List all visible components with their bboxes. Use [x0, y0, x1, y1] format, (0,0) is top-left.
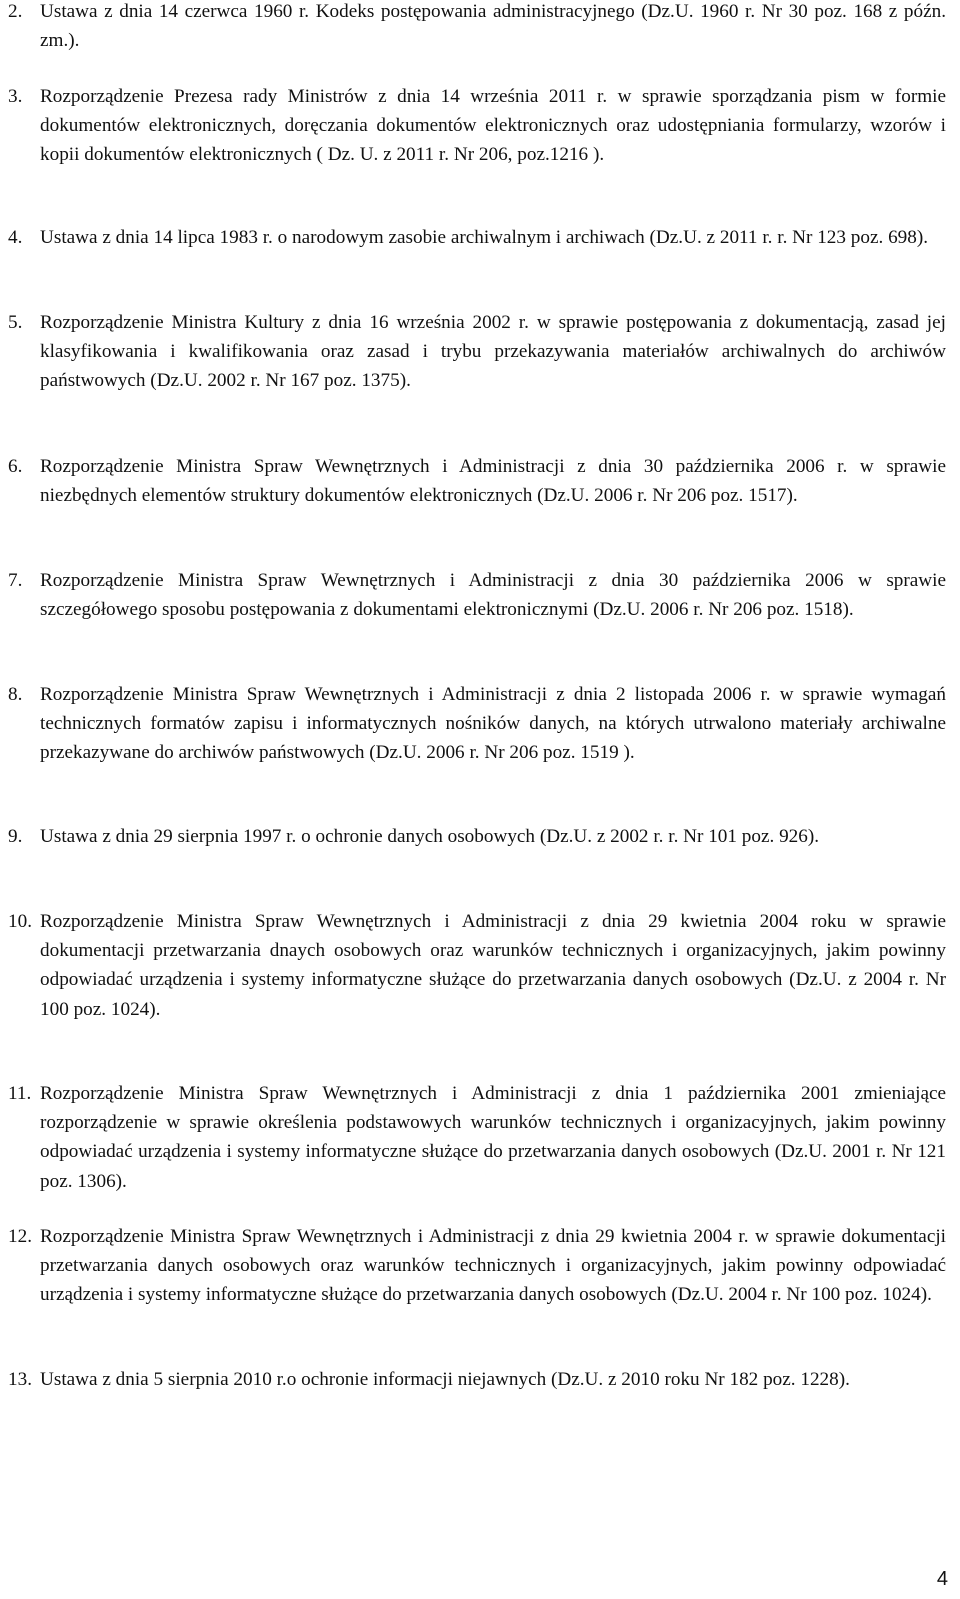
item-text: Ustawa z dnia 5 sierpnia 2010 r.o ochronie informacji niejawnych (Dz.U. z 2010 roku Nr 182 poz. 1228). — [40, 1369, 850, 1390]
item-text: Ustawa z dnia 14 czerwca 1960 r. Kodeks postępowania administracyjnego (Dz.U. 1960 r. Nr 30 poz. 168 z późn. zm.). — [40, 1, 946, 52]
item-number: 5. — [8, 312, 23, 333]
item-number: 13. — [8, 1369, 32, 1390]
item-number: 11. — [8, 1083, 32, 1104]
item-number: 6. — [8, 456, 23, 477]
list-item — [8, 822, 946, 851]
item-text: Rozporządzenie Ministra Spraw Wewnętrznych i Administracji z dnia 29 kwietnia 2004 r. w sprawie dokumentacji przetwarzania danych osobowych oraz warunków technicznych i organizacyjnych, jakim powinny odpowiadać urządzenia i systemy informatyczne służące do przetwarzania danych osobowych (Dz.U. 2004 r. Nr 100 poz. 1024). — [40, 1226, 946, 1306]
item-text: Rozporządzenie Ministra Spraw Wewnętrznych i Administracji z dnia 29 kwietnia 2004 roku w sprawie dokumentacji przetwarzania dnaych osobowych oraz warunków technicznych i organizacyjnych, jakim powinny odpowiadać urządzenia i systemy informatyczne służące do przetwarzania danych osobowych (Dz.U. z 2004 r. Nr 100 poz. 1024). — [40, 911, 946, 1020]
item-text: Rozporządzenie Ministra Spraw Wewnętrznych i Administracji z dnia 1 października 2001 zmieniające rozporządzenie w sprawie określenia podstawowych warunków technicznych i organizacyjnych, jakim powinny odpowiadać urządzenia i systemy informatyczne służące do przetwarzania danych osobowych (Dz.U. 2001 r. Nr 121 poz. 1306). — [40, 1083, 946, 1192]
item-number: 2. — [8, 1, 23, 22]
item-number: 7. — [8, 570, 23, 591]
item-text: Ustawa z dnia 29 sierpnia 1997 r. o ochronie danych osobowych (Dz.U. z 2002 r. r. Nr 101 poz. 926). — [40, 826, 820, 847]
list-item — [8, 1079, 946, 1196]
item-text: Ustawa z dnia 14 lipca 1983 r. o narodowym zasobie archiwalnym i archiwach (Dz.U. z 2011 r. r. Nr 123 poz. 698). — [40, 227, 929, 248]
item-text: Rozporządzenie Prezesa rady Ministrów z dnia 14 września 2011 r. w sprawie sporządzania pism w formie dokumentów elektronicznych, doręczania dokumentów elektronicznych oraz udostępniania formularzy, wzorów i kopii dokumentów elektronicznych ( Dz. U. z 2011 r. Nr 206, poz.1216 ). — [40, 86, 946, 166]
item-number: 3. — [8, 86, 23, 107]
page-number: 4 — [936, 1568, 948, 1590]
item-number: 8. — [8, 684, 23, 705]
list-item — [8, 82, 946, 170]
item-number: 4. — [8, 227, 23, 248]
item-text: Rozporządzenie Ministra Spraw Wewnętrznych i Administracji z dnia 30 października 2006 w sprawie szczegółowego sposobu postępowania z dokumentami elektronicznymi (Dz.U. 2006 r. Nr 206 poz. 1518). — [40, 570, 946, 621]
list-item — [8, 0, 946, 55]
list-item — [8, 223, 946, 252]
list-item — [8, 1365, 946, 1394]
list-item — [8, 452, 946, 510]
item-number: 9. — [8, 826, 23, 847]
list-item — [8, 566, 946, 624]
list-item — [8, 1222, 946, 1310]
item-text: Rozporządzenie Ministra Spraw Wewnętrznych i Administracji z dnia 2 listopada 2006 r. w sprawie wymagań technicznych formatów zapisu i informatycznych nośników danych, na których utrwalono materiały archiwalne przekazywane do archiwów państwowych (Dz.U. 2006 r. Nr 206 poz. 1519 ). — [40, 684, 946, 764]
item-text: Rozporządzenie Ministra Kultury z dnia 16 września 2002 r. w sprawie postępowania z dokumentacją, zasad jej klasyfikowania i kwalifikowania oraz zasad i trybu przekazywania materiałów archiwalnych do archiwów państwowych (Dz.U. 2002 r. Nr 167 poz. 1375). — [40, 312, 946, 392]
item-number: 10. — [8, 911, 32, 932]
item-text: Rozporządzenie Ministra Spraw Wewnętrznych i Administracji z dnia 30 października 2006 r. w sprawie niezbędnych elementów struktury dokumentów elektronicznych (Dz.U. 2006 r. Nr 206 poz. 1517). — [40, 456, 946, 507]
list-item — [8, 680, 946, 768]
item-number: 12. — [8, 1226, 32, 1247]
list-item — [8, 308, 946, 396]
list-item — [8, 907, 946, 1024]
